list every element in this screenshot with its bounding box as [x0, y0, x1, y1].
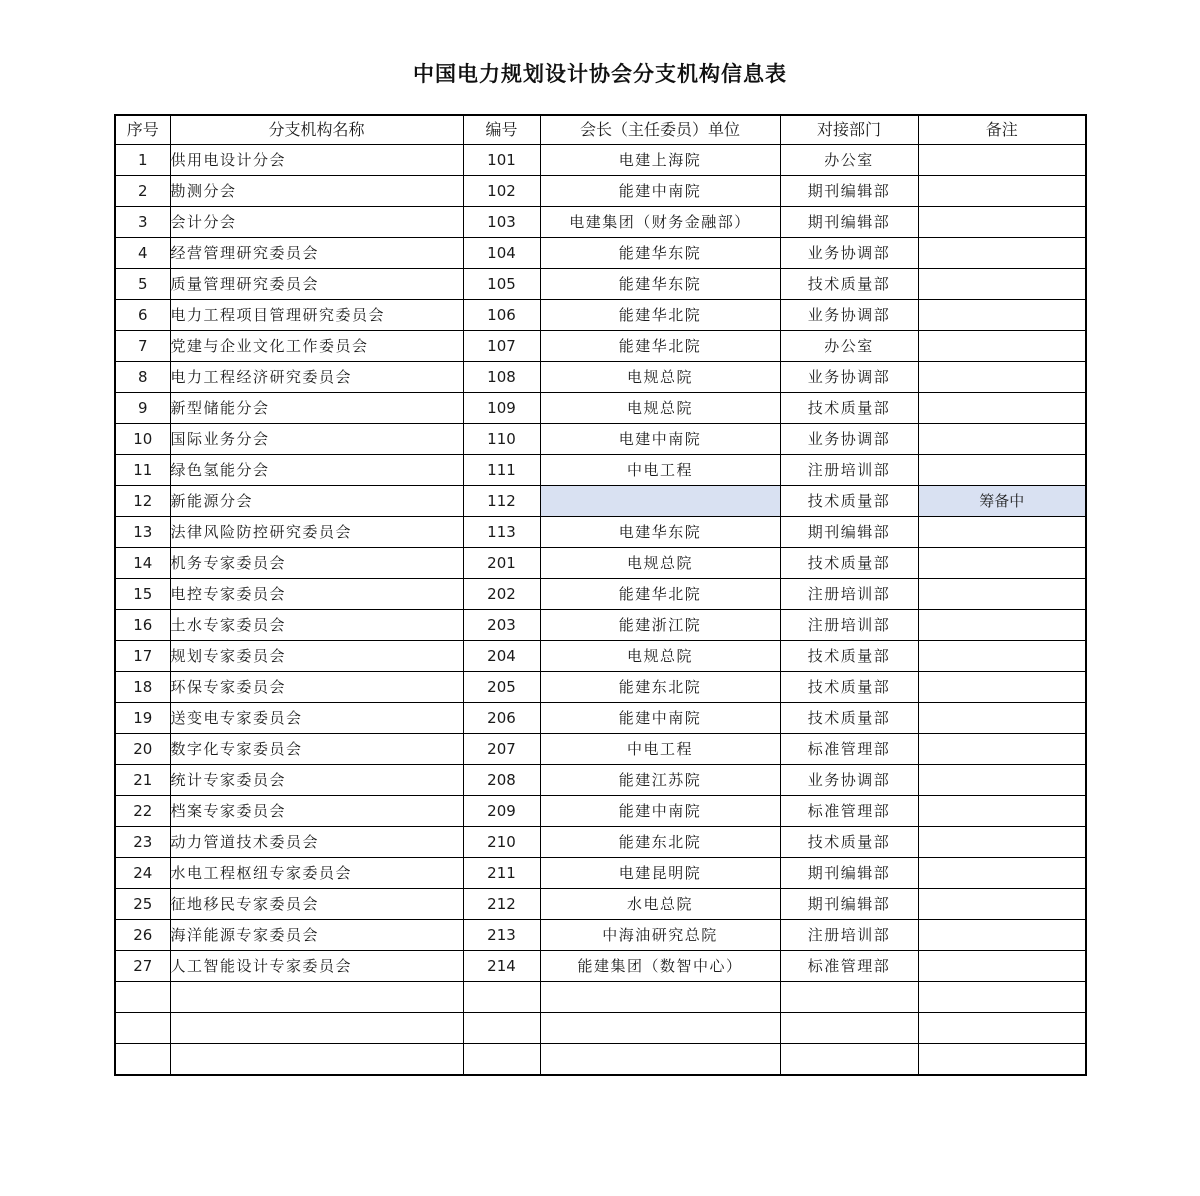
table-row — [115, 641, 1086, 672]
table-header-row — [115, 115, 1086, 145]
cell-remarks — [918, 951, 1086, 982]
cell-branch-name: 规划专家委员会 — [170, 641, 463, 672]
cell-branch-name: 电力工程经济研究委员会 — [170, 362, 463, 393]
cell-liaison-dept: 期刊编辑部 — [780, 207, 918, 238]
cell-index: 1 — [115, 145, 170, 176]
cell-index: 15 — [115, 579, 170, 610]
cell-liaison-dept: 业务协调部 — [780, 362, 918, 393]
cell-remarks — [918, 455, 1086, 486]
cell-remarks — [918, 145, 1086, 176]
cell-index: 20 — [115, 734, 170, 765]
cell-index — [115, 982, 170, 1013]
cell-liaison-dept: 办公室 — [780, 331, 918, 362]
cell-branch-name: 党建与企业文化工作委员会 — [170, 331, 463, 362]
cell-index: 25 — [115, 889, 170, 920]
cell-liaison-dept: 业务协调部 — [780, 300, 918, 331]
cell-chair-unit: 能建东北院 — [540, 827, 780, 858]
cell-code: 212 — [463, 889, 540, 920]
cell-liaison-dept: 技术质量部 — [780, 827, 918, 858]
cell-branch-name: 水电工程枢纽专家委员会 — [170, 858, 463, 889]
cell-chair-unit: 电规总院 — [540, 548, 780, 579]
table-row — [115, 610, 1086, 641]
cell-remarks — [918, 1013, 1086, 1044]
cell-code — [463, 1044, 540, 1076]
cell-remarks — [918, 765, 1086, 796]
table-row — [115, 889, 1086, 920]
cell-index: 16 — [115, 610, 170, 641]
cell-chair-unit: 能建中南院 — [540, 703, 780, 734]
cell-code: 105 — [463, 269, 540, 300]
table-row — [115, 331, 1086, 362]
table-row — [115, 1044, 1086, 1076]
cell-index: 2 — [115, 176, 170, 207]
column-header-index: 序号 — [115, 115, 170, 145]
cell-remarks — [918, 207, 1086, 238]
table-row — [115, 145, 1086, 176]
cell-index: 13 — [115, 517, 170, 548]
cell-branch-name — [170, 982, 463, 1013]
cell-branch-name: 电控专家委员会 — [170, 579, 463, 610]
table-row — [115, 982, 1086, 1013]
cell-chair-unit — [540, 1013, 780, 1044]
cell-branch-name: 法律风险防控研究委员会 — [170, 517, 463, 548]
cell-liaison-dept: 技术质量部 — [780, 641, 918, 672]
cell-index: 4 — [115, 238, 170, 269]
cell-index: 9 — [115, 393, 170, 424]
cell-code: 111 — [463, 455, 540, 486]
cell-chair-unit — [540, 982, 780, 1013]
cell-chair-unit: 能建集团（数智中心） — [540, 951, 780, 982]
cell-chair-unit: 能建东北院 — [540, 672, 780, 703]
table-row — [115, 362, 1086, 393]
cell-code: 203 — [463, 610, 540, 641]
cell-remarks — [918, 362, 1086, 393]
cell-liaison-dept: 标准管理部 — [780, 951, 918, 982]
cell-remarks — [918, 796, 1086, 827]
cell-liaison-dept: 标准管理部 — [780, 734, 918, 765]
table-row — [115, 424, 1086, 455]
cell-remarks — [918, 269, 1086, 300]
cell-remarks — [918, 300, 1086, 331]
cell-remarks — [918, 889, 1086, 920]
cell-liaison-dept: 注册培训部 — [780, 610, 918, 641]
cell-index: 21 — [115, 765, 170, 796]
cell-chair-unit: 电建华东院 — [540, 517, 780, 548]
cell-liaison-dept: 业务协调部 — [780, 424, 918, 455]
cell-branch-name: 新能源分会 — [170, 486, 463, 517]
cell-code: 108 — [463, 362, 540, 393]
cell-liaison-dept: 业务协调部 — [780, 238, 918, 269]
cell-chair-unit: 中电工程 — [540, 455, 780, 486]
table-row — [115, 827, 1086, 858]
cell-code: 214 — [463, 951, 540, 982]
cell-liaison-dept: 技术质量部 — [780, 548, 918, 579]
cell-chair-unit: 电规总院 — [540, 641, 780, 672]
cell-branch-name: 土水专家委员会 — [170, 610, 463, 641]
cell-code: 112 — [463, 486, 540, 517]
cell-chair-unit: 能建中南院 — [540, 796, 780, 827]
table-row — [115, 734, 1086, 765]
table-row — [115, 486, 1086, 517]
cell-remarks — [918, 1044, 1086, 1076]
cell-code: 205 — [463, 672, 540, 703]
cell-remarks — [918, 610, 1086, 641]
cell-code: 101 — [463, 145, 540, 176]
cell-remarks — [918, 331, 1086, 362]
table-row — [115, 517, 1086, 548]
cell-liaison-dept: 注册培训部 — [780, 455, 918, 486]
cell-remarks — [918, 393, 1086, 424]
cell-index: 7 — [115, 331, 170, 362]
cell-chair-unit: 能建华东院 — [540, 238, 780, 269]
cell-branch-name: 征地移民专家委员会 — [170, 889, 463, 920]
cell-remarks — [918, 703, 1086, 734]
table-row — [115, 207, 1086, 238]
cell-branch-name: 勘测分会 — [170, 176, 463, 207]
cell-index: 23 — [115, 827, 170, 858]
cell-branch-name: 档案专家委员会 — [170, 796, 463, 827]
cell-branch-name: 会计分会 — [170, 207, 463, 238]
cell-liaison-dept — [780, 1044, 918, 1076]
cell-code: 103 — [463, 207, 540, 238]
cell-code: 107 — [463, 331, 540, 362]
cell-liaison-dept — [780, 982, 918, 1013]
cell-chair-unit: 电规总院 — [540, 393, 780, 424]
column-header-remarks: 备注 — [918, 115, 1086, 145]
cell-code: 206 — [463, 703, 540, 734]
table-row — [115, 176, 1086, 207]
cell-liaison-dept: 办公室 — [780, 145, 918, 176]
cell-index: 17 — [115, 641, 170, 672]
cell-branch-name: 送变电专家委员会 — [170, 703, 463, 734]
cell-index: 22 — [115, 796, 170, 827]
table-row — [115, 796, 1086, 827]
cell-code: 201 — [463, 548, 540, 579]
table-row — [115, 920, 1086, 951]
cell-remarks — [918, 548, 1086, 579]
column-header-code: 编号 — [463, 115, 540, 145]
table-body — [115, 145, 1086, 1076]
cell-chair-unit: 能建中南院 — [540, 176, 780, 207]
cell-liaison-dept: 技术质量部 — [780, 269, 918, 300]
cell-branch-name: 数字化专家委员会 — [170, 734, 463, 765]
cell-chair-unit: 能建华北院 — [540, 300, 780, 331]
cell-chair-unit: 电建上海院 — [540, 145, 780, 176]
cell-liaison-dept: 期刊编辑部 — [780, 517, 918, 548]
cell-index: 6 — [115, 300, 170, 331]
table-row — [115, 300, 1086, 331]
cell-remarks — [918, 920, 1086, 951]
cell-index: 5 — [115, 269, 170, 300]
cell-index: 24 — [115, 858, 170, 889]
cell-chair-unit: 能建浙江院 — [540, 610, 780, 641]
column-header-chair-unit: 会长（主任委员）单位 — [540, 115, 780, 145]
cell-remarks: 筹备中 — [918, 486, 1086, 517]
branch-info-table — [114, 114, 1087, 1076]
cell-branch-name — [170, 1013, 463, 1044]
cell-code — [463, 982, 540, 1013]
cell-branch-name: 新型储能分会 — [170, 393, 463, 424]
cell-branch-name: 人工智能设计专家委员会 — [170, 951, 463, 982]
cell-chair-unit: 中电工程 — [540, 734, 780, 765]
cell-code: 104 — [463, 238, 540, 269]
cell-remarks — [918, 827, 1086, 858]
cell-index — [115, 1044, 170, 1076]
cell-branch-name: 海洋能源专家委员会 — [170, 920, 463, 951]
table-row — [115, 951, 1086, 982]
cell-branch-name: 电力工程项目管理研究委员会 — [170, 300, 463, 331]
cell-index: 12 — [115, 486, 170, 517]
cell-index: 27 — [115, 951, 170, 982]
cell-remarks — [918, 982, 1086, 1013]
cell-index: 26 — [115, 920, 170, 951]
cell-branch-name: 动力管道技术委员会 — [170, 827, 463, 858]
cell-liaison-dept: 期刊编辑部 — [780, 176, 918, 207]
cell-chair-unit — [540, 1044, 780, 1076]
cell-code: 113 — [463, 517, 540, 548]
cell-code: 209 — [463, 796, 540, 827]
cell-branch-name: 供用电设计分会 — [170, 145, 463, 176]
cell-liaison-dept: 注册培训部 — [780, 920, 918, 951]
cell-code — [463, 1013, 540, 1044]
table-row — [115, 393, 1086, 424]
cell-code: 210 — [463, 827, 540, 858]
cell-liaison-dept: 期刊编辑部 — [780, 889, 918, 920]
cell-remarks — [918, 579, 1086, 610]
cell-liaison-dept: 技术质量部 — [780, 486, 918, 517]
cell-branch-name — [170, 1044, 463, 1076]
table-row — [115, 455, 1086, 486]
table-row — [115, 858, 1086, 889]
cell-remarks — [918, 672, 1086, 703]
table-row — [115, 548, 1086, 579]
cell-liaison-dept — [780, 1013, 918, 1044]
cell-code: 208 — [463, 765, 540, 796]
cell-remarks — [918, 176, 1086, 207]
cell-branch-name: 国际业务分会 — [170, 424, 463, 455]
cell-chair-unit: 水电总院 — [540, 889, 780, 920]
cell-remarks — [918, 238, 1086, 269]
cell-chair-unit: 中海油研究总院 — [540, 920, 780, 951]
cell-chair-unit: 电建集团（财务金融部） — [540, 207, 780, 238]
cell-code: 110 — [463, 424, 540, 455]
cell-chair-unit: 能建华北院 — [540, 579, 780, 610]
cell-index: 11 — [115, 455, 170, 486]
cell-code: 213 — [463, 920, 540, 951]
cell-code: 204 — [463, 641, 540, 672]
cell-index: 10 — [115, 424, 170, 455]
cell-branch-name: 机务专家委员会 — [170, 548, 463, 579]
cell-index: 19 — [115, 703, 170, 734]
column-header-name: 分支机构名称 — [170, 115, 463, 145]
cell-remarks — [918, 424, 1086, 455]
cell-liaison-dept: 技术质量部 — [780, 672, 918, 703]
page-title: 中国电力规划设计协会分支机构信息表 — [413, 62, 787, 86]
table-row — [115, 703, 1086, 734]
table-row — [115, 238, 1086, 269]
cell-remarks — [918, 641, 1086, 672]
cell-index — [115, 1013, 170, 1044]
cell-remarks — [918, 734, 1086, 765]
cell-code: 202 — [463, 579, 540, 610]
cell-branch-name: 绿色氢能分会 — [170, 455, 463, 486]
table-row — [115, 579, 1086, 610]
table-row — [115, 269, 1086, 300]
cell-liaison-dept: 期刊编辑部 — [780, 858, 918, 889]
column-header-liaison-dept: 对接部门 — [780, 115, 918, 145]
cell-chair-unit: 电建昆明院 — [540, 858, 780, 889]
cell-remarks — [918, 858, 1086, 889]
cell-branch-name: 质量管理研究委员会 — [170, 269, 463, 300]
cell-code: 102 — [463, 176, 540, 207]
cell-chair-unit: 电建中南院 — [540, 424, 780, 455]
cell-code: 207 — [463, 734, 540, 765]
cell-chair-unit: 电规总院 — [540, 362, 780, 393]
cell-code: 211 — [463, 858, 540, 889]
cell-index: 3 — [115, 207, 170, 238]
table-row — [115, 765, 1086, 796]
cell-index: 14 — [115, 548, 170, 579]
table-row — [115, 672, 1086, 703]
cell-liaison-dept: 技术质量部 — [780, 393, 918, 424]
table-row — [115, 1013, 1086, 1044]
cell-branch-name: 环保专家委员会 — [170, 672, 463, 703]
cell-code: 106 — [463, 300, 540, 331]
cell-branch-name: 统计专家委员会 — [170, 765, 463, 796]
cell-liaison-dept: 标准管理部 — [780, 796, 918, 827]
cell-branch-name: 经营管理研究委员会 — [170, 238, 463, 269]
cell-index: 18 — [115, 672, 170, 703]
cell-liaison-dept: 注册培训部 — [780, 579, 918, 610]
cell-chair-unit: 能建华北院 — [540, 331, 780, 362]
cell-index: 8 — [115, 362, 170, 393]
cell-liaison-dept: 业务协调部 — [780, 765, 918, 796]
cell-chair-unit: 能建江苏院 — [540, 765, 780, 796]
cell-remarks — [918, 517, 1086, 548]
cell-chair-unit: 能建华东院 — [540, 269, 780, 300]
cell-code: 109 — [463, 393, 540, 424]
cell-liaison-dept: 技术质量部 — [780, 703, 918, 734]
cell-chair-unit — [540, 486, 780, 517]
